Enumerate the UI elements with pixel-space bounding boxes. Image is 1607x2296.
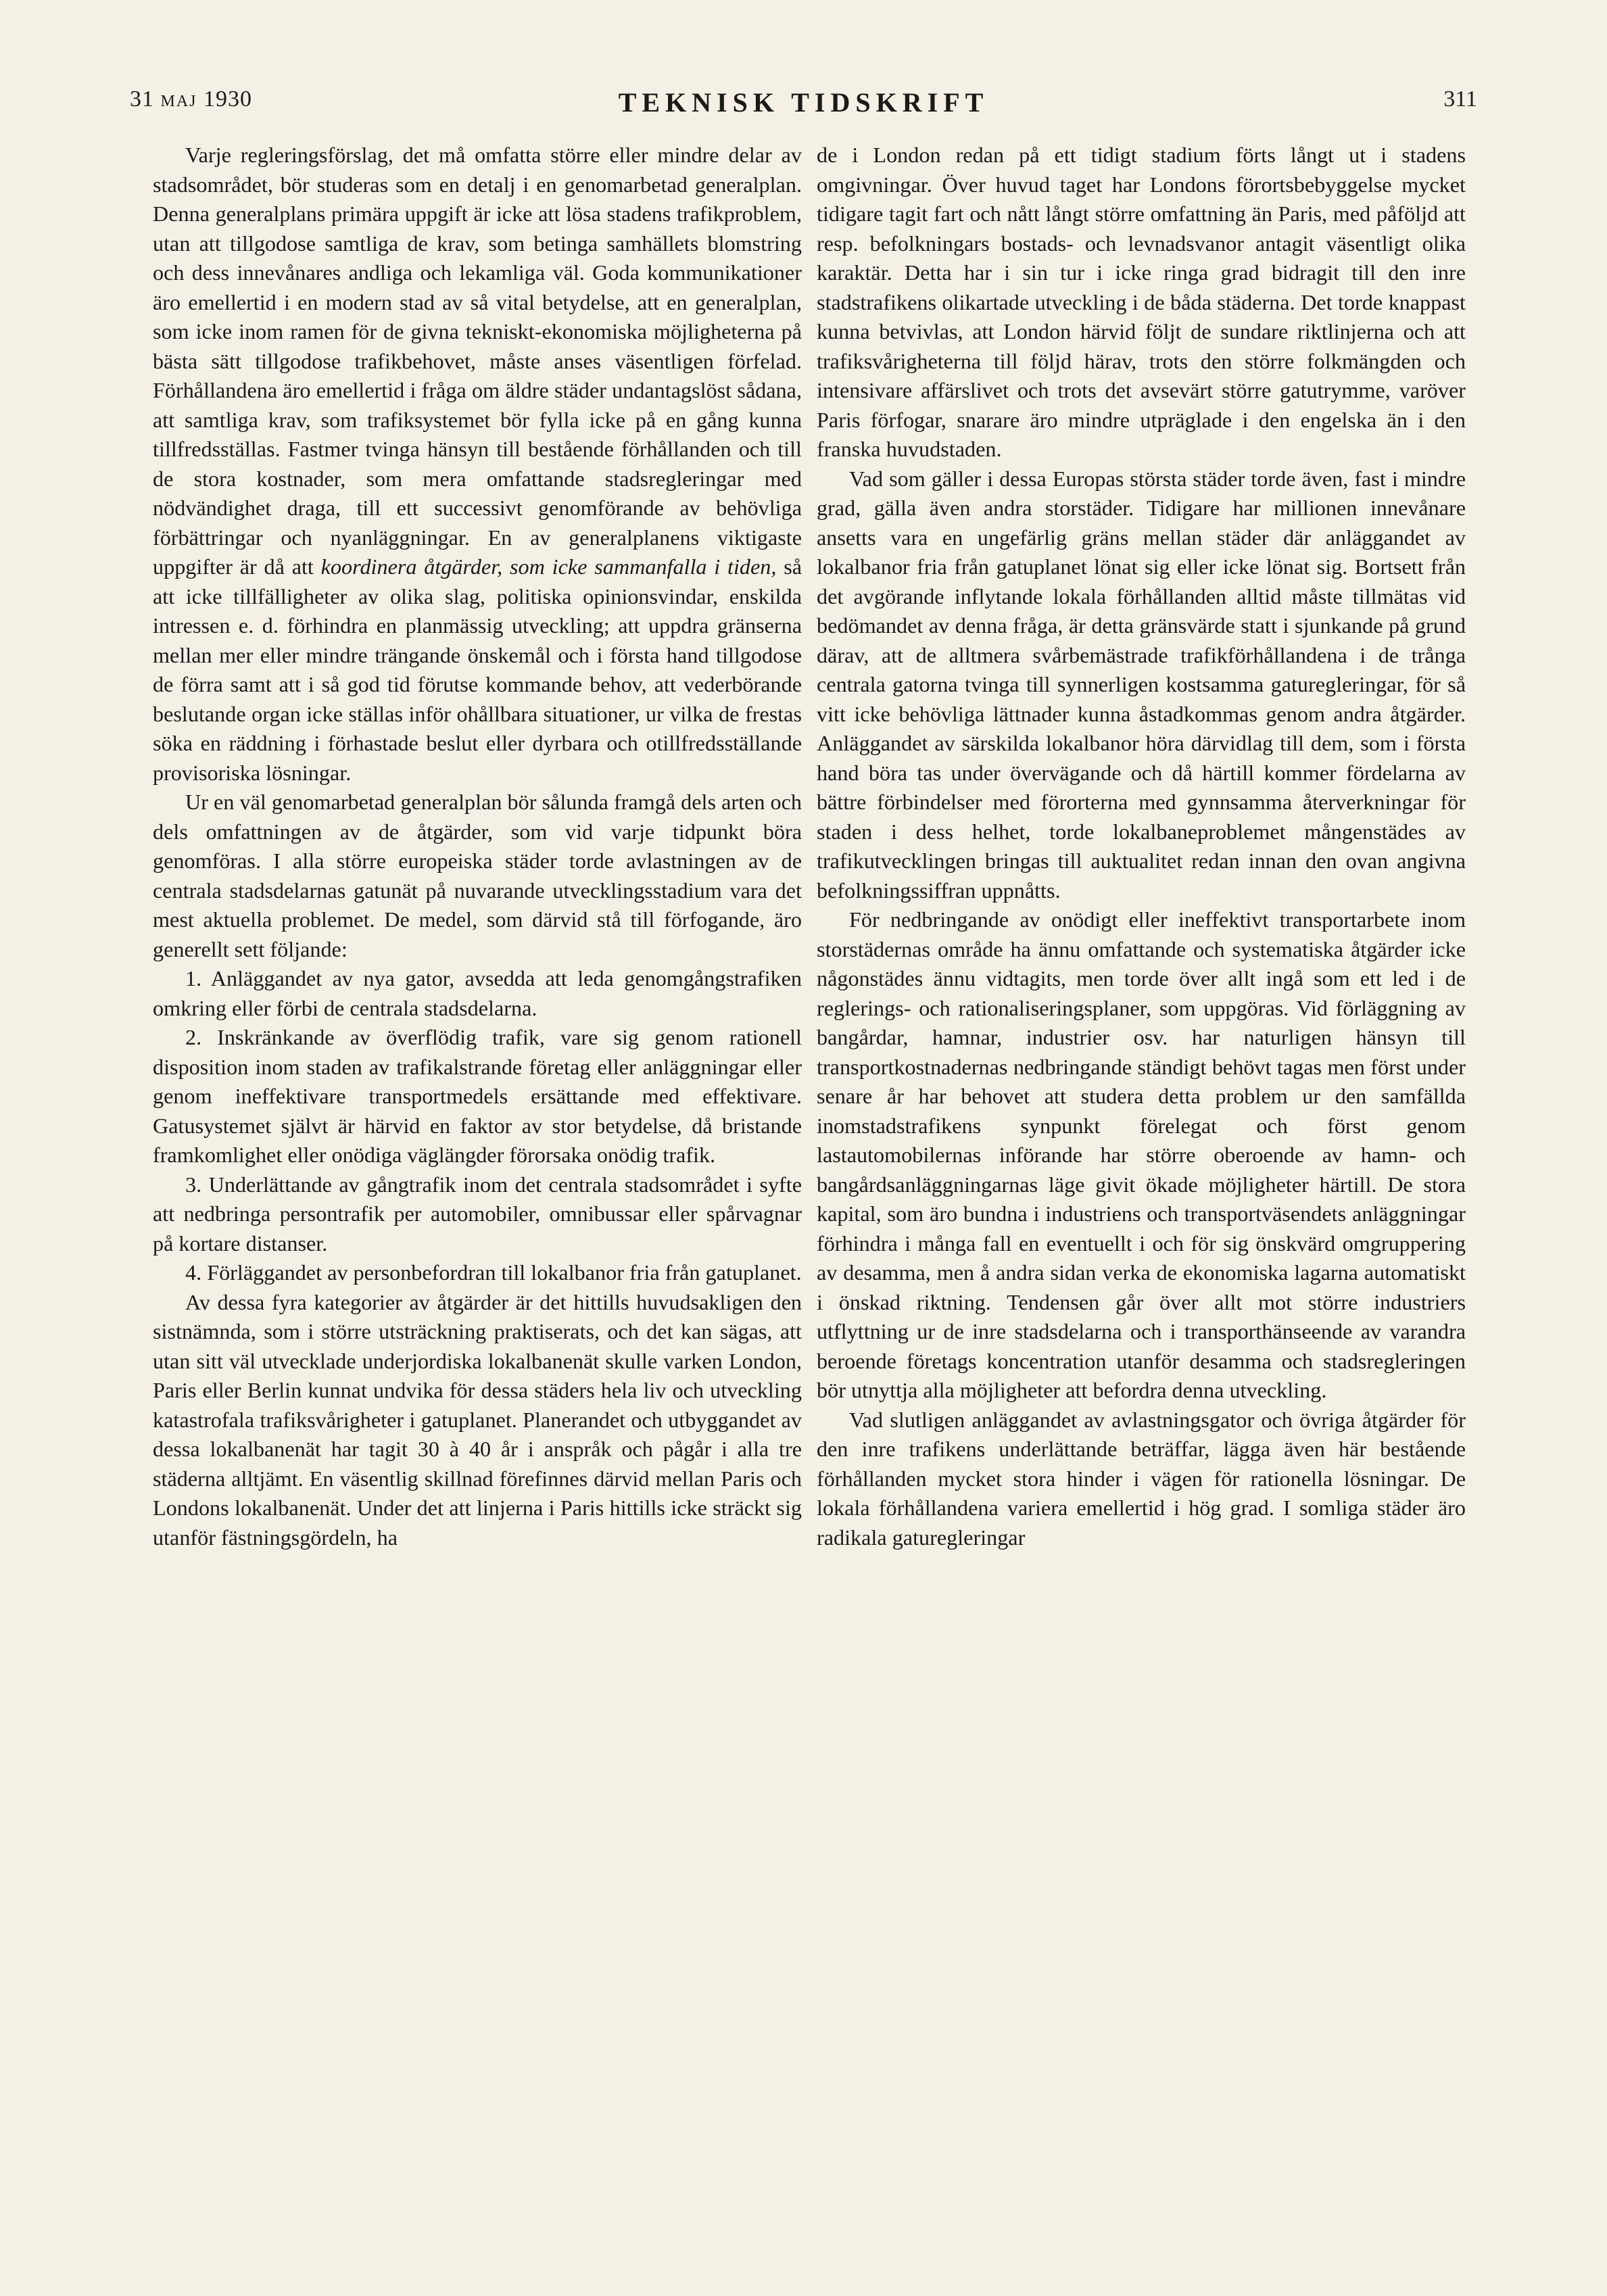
page-number: 311 bbox=[1443, 87, 1477, 112]
paragraph-text: Varje regleringsförslag, det må omfatta större eller mindre delar av stadsområdet, bör studeras som en detalj i en genomarbetad generalplan. Denna generalplans primära uppgift är icke att lösa stadens trafikproblem, utan att tillgodose samtliga de krav, som betinga samhällets blomstring och dess innevånares andliga och lekamliga väl. Goda kommunikationer äro emellertid i en modern stad av så vital betydelse, att en generalplan, som icke inom ramen för de givna tekniskt-ekonomiska möjligheterna på bästa sätt tillgodose trafikbehovet, måste anses väsentligen förfelad. Förhållandena äro emellertid i fråga om äldre städer undantagslöst sådana, att samtliga krav, som trafiksystemet bör fylla icke på en gång kunna tillfredsställas. Fastmer tvinga hänsyn till bestående förhållanden och till de stora kostnader, som mera omfattande stadsregleringar med nödvändighet draga, till ett successivt genomförande av behövliga förbättringar och nyanläggningar. En av generalplanens viktigaste uppgifter är då att bbox=[153, 143, 802, 579]
issue-day: 31 bbox=[130, 87, 154, 112]
list-item: 3. Underlättande av gångtrafik inom det centrala stadsområdet i syfte att nedbringa persontrafik per automobiler, omnibussar eller spårvagnar på kortare distanser. bbox=[153, 1172, 802, 1255]
paragraph: Ur en väl genomarbetad generalplan bör sålunda framgå dels arten och dels omfattningen av de åtgärder, som vid varje tidpunkt böra genomföras. I alla större europeiska städer torde avlastningen av de centrala stadsdelarnas gatunät på nuvarande utvecklingsstadium vara det mest aktuella problemet. De medel, som därvid stå till förfogande, äro generellt sett följande: bbox=[153, 790, 802, 961]
paragraph: Vad slutligen anläggandet av avlastningsgator och övriga åtgärder för den inre trafikens underlättande beträffar, lägga även här bestående förhållanden mycket stora hinder i vägen för rationella lösningar. De lokala förhållandena variera emellertid i hög grad. I somliga städer äro radikala gaturegleringar bbox=[817, 1407, 1466, 1550]
paragraph bbox=[153, 141, 802, 788]
page-header bbox=[130, 87, 1477, 127]
list-item: 2. Inskränkande av överflödig trafik, vare sig genom rationell disposition inom staden av trafikalstrande företag eller anläggningar eller genom ineffektivare transportmedels ersättande med effektivare. Gatusystemet självt är härvid en faktor av stor betydelse, då bristande framkomlighet eller onödiga väglängder förorsaka onödig trafik. bbox=[153, 1025, 802, 1167]
issue-month: MAJ bbox=[160, 93, 197, 110]
journal-title: TEKNISK TIDSKRIFT bbox=[618, 87, 989, 118]
list-item: 4. Förläggandet av personbefordran till lokalbanor fria från gatuplanet. bbox=[185, 1260, 802, 1285]
emphasized-text: koordinera åtgärder, som icke sammanfalla i tiden, bbox=[320, 554, 777, 579]
paragraph: Av dessa fyra kategorier av åtgärder är det hittills huvudsakligen den sistnämnda, som i större utsträckning praktiserats, och det kan sägas, att utan sitt väl utvecklade underjordiska lokalbanenät skulle varken London, Paris eller Berlin kunnat undvika för dessa städers hela liv och utveckling katastrofala trafiksvårigheter i gatuplanet. Planerandet och utbyggandet av dessa lokalbanenät har tagit 30 à 40 år i anspråk och pågår i alla tre städerna alltjämt. En väsentlig skillnad förefinnes därvid mellan Paris och Londons lokalbanenät. Under det att linjerna i Paris hittills icke sträckt sig utanför fästningsgördeln, ha bbox=[153, 1289, 802, 1550]
issue-year: 1930 bbox=[203, 87, 253, 112]
paragraph: För nedbringande av onödigt eller ineffektivt transportarbete inom storstädernas område ha ännu omfattande och systematiska åtgärder icke någonstädes ännu vidtagits, men torde över allt ingå som ett led i de reglerings- och rationaliseringsplaner, som uppgöras. Vid förläggning av bangårdar, hamnar, industrier osv. har naturligen hänsyn till transportkostnadernas nedbringande ständigt behövt tagas men först under senare år har behovet att studera detta problem ur den samfällda inomstadstrafikens synpunkt förelegat och först genom lastautomobilernas införande har större oberoende av hamn- och bangårdsanläggningarnas läge givit ökade möjligheter härtill. De stora kapital, som äro bundna i industriens och transportväsendets anläggningar förhindra i många fall en eventuellt i och för sig önskvärd omgruppering av desamma, men å andra sidan verka de ekonomiska lagarna automatiskt i önskad riktning. Tendensen går över allt mot större industriers utflyttning ur de inre stadsdelarna och i transporthänseende av varandra beroende företags koncentration utanför desamma och stadsregleringen bör utnyttja alla möjligheter att befordra denna utveckling. bbox=[817, 907, 1466, 1402]
left-column bbox=[153, 141, 802, 1552]
paragraph: Vad som gäller i dessa Europas största städer torde även, fast i mindre grad, gälla även andra storstäder. Tidigare har millionen innevånare ansetts vara en ungefärlig gräns mellan städer där anläggandet av lokalbanor fria från gatuplanet lönat sig eller icke lönat sig. Bortsett från det avgörande inflytande lokala förhållanden alltid måste tillmätas vid bedömandet av denna fråga, är detta gränsvärde statt i sjunkande på grund därav, att de alltmera svårbemästrade trafikförhållandena i de trånga centrala gatorna tvinga till synnerligen kostsamma gaturegleringar, för så vitt icke behövliga lättnader kunna åstadkommas genom andra åtgärder. Anläggandet av särskilda lokalbanor höra därvidlag till dem, som i första hand böra tas under övervägande och då härtill kommer fördelarna av bättre förbindelser med förorterna med gynnsamma återverkningar för staden i dess helhet, torde lokalbaneproblemet mångenstädes av trafikutvecklingen bringas till auktualitet redan innan den ovan angivna befolkningssiffran uppnåtts. bbox=[817, 466, 1466, 903]
right-column bbox=[817, 141, 1466, 1552]
paragraph-text: så att icke tillfälligheter av olika slag, politiska opinionsvindar, enskilda intressen e. d. förhindra en planmässig utveckling; att uppdra gränserna mellan mer eller mindre trängande önskemål och i första hand tillgodose de förra samt att i så god tid förutse kommande behov, att vederbörande beslutande organ icke ställas inför ohållbara situationer, ur vilka de frestas söka en räddning i förhastade beslut eller dyrbara och otillfredsställande provisoriska lösningar. bbox=[153, 554, 802, 785]
list-item: 1. Anläggandet av nya gator, avsedda att leda genomgångstrafiken omkring eller förbi de centrala stadsdelarna. bbox=[153, 966, 802, 1020]
paragraph: de i London redan på ett tidigt stadium förts långt ut i stadens omgivningar. Över huvud taget har Londons förortsbebyggelse mycket tidigare tagit fart och nått långt större omfattning än Paris, med påföljd att resp. befolkningars bostads- och levnadsvanor antagit väsentligt olika karaktär. Detta har i sin tur i icke ringa grad bidragit till den inre stadstrafikens olikartade utveckling i de båda städerna. Det torde knappast kunna betvivlas, att London härvid följt de sundare riktlinjerna och att trafiksvårigheterna till följd härav, trots den större folkmängden och intensivare affärslivet och trots det avsevärt större gatutrymme, varöver Paris förfogar, snarare äro mindre utpräglade i den engelska än i den franska huvudstaden. bbox=[817, 143, 1466, 461]
issue-date bbox=[130, 87, 252, 112]
